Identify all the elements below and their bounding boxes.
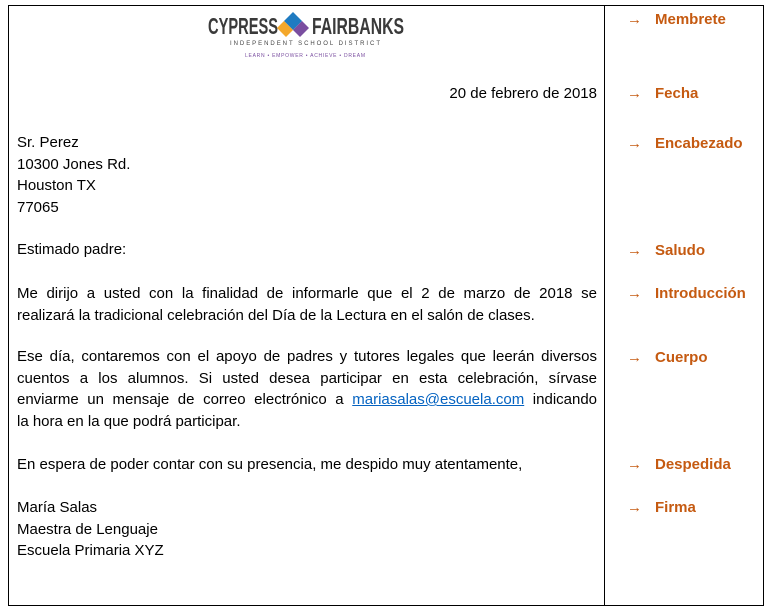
intro-paragraph	[17, 283, 597, 326]
label-fecha	[627, 83, 698, 104]
arrow-right-icon: →	[627, 242, 642, 259]
body-paragraph	[17, 346, 597, 432]
greeting: Estimado padre:	[17, 241, 127, 258]
label-text: Fecha	[655, 85, 699, 102]
email-link[interactable]: mariasalas@escuela.com	[352, 391, 525, 408]
label-introduccion	[627, 283, 746, 304]
arrow-right-icon: →	[627, 285, 642, 302]
label-saludo	[627, 240, 705, 261]
label-text: Membrete	[655, 11, 726, 28]
label-encabezado	[627, 133, 743, 154]
label-text: Introducción	[655, 285, 746, 302]
arrow-right-icon: →	[627, 349, 642, 366]
body-text: indicando	[532, 391, 598, 408]
svg-text:FAIRBANKS: FAIRBANKS	[312, 13, 404, 39]
svg-text:INDEPENDENT SCHOOL DISTRICT: INDEPENDENT SCHOOL DISTRICT	[230, 41, 380, 47]
signature	[17, 497, 164, 562]
label-text: Encabezado	[655, 135, 743, 152]
letter-date: 20 de febrero de 2018	[449, 85, 597, 102]
label-text: Cuerpo	[655, 349, 708, 366]
body-line: cuentos a los alumnos. Si usted desea participar en esta celebración, sírvase	[17, 369, 597, 387]
arrow-right-icon: →	[627, 135, 642, 152]
intro-line: Me dirijo a usted con la finalidad de informarle que el 2 de marzo de 2018 se	[17, 285, 597, 302]
column-divider	[604, 5, 605, 606]
label-text: Firma	[655, 499, 696, 516]
school-logo	[208, 9, 408, 61]
label-text: Saludo	[655, 242, 706, 259]
signature-line: María Salas	[17, 499, 98, 516]
address-line: 10300 Jones Rd.	[17, 155, 131, 173]
arrow-right-icon: →	[627, 499, 642, 516]
body-line	[17, 389, 597, 411]
label-cuerpo	[627, 347, 708, 368]
signature-line: Maestra de Lenguaje	[17, 520, 158, 538]
recipient-address	[17, 132, 130, 218]
arrow-right-icon: →	[627, 456, 642, 473]
arrow-right-icon: →	[627, 11, 642, 28]
svg-text:CYPRESS: CYPRESS	[208, 13, 278, 39]
svg-text:LEARN • EMPOWER • ACHIEVE • DR: LEARN • EMPOWER • ACHIEVE • DREAM	[245, 53, 365, 59]
label-despedida	[627, 454, 731, 475]
body-text: enviarme un mensaje de correo electrónico a	[17, 391, 344, 408]
address-line: 77065	[17, 198, 59, 216]
body-line: Ese día, contaremos con el apoyo de padres y tutores legales que leerán diversos	[17, 348, 597, 365]
address-line: Sr. Perez	[17, 134, 79, 151]
label-firma	[627, 497, 696, 518]
address-line: Houston TX	[17, 177, 96, 194]
label-text: Despedida	[655, 456, 731, 473]
signature-line: Escuela Primaria XYZ	[17, 542, 164, 559]
closing: En espera de poder contar con su presencia, me despido muy atentamente,	[17, 456, 523, 473]
intro-line: realizará la tradicional celebración del Día de la Lectura en el salón de clases.	[17, 306, 535, 324]
arrow-right-icon: →	[627, 85, 642, 102]
label-membrete	[627, 9, 726, 30]
body-line: la hora en la que podrá participar.	[17, 412, 241, 430]
